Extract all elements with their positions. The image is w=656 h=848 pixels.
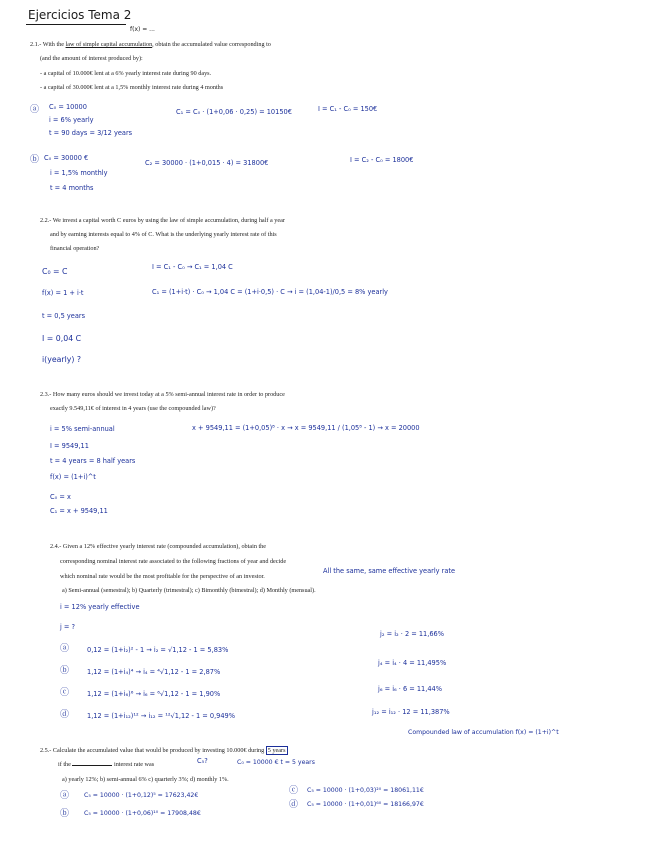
q23-given-4: C₀ = x (50, 493, 71, 501)
q23-given-0: i = 5% semi-annual (50, 425, 115, 433)
q22-given-3: I = 0,04 C (42, 334, 82, 343)
q21-line3: - a capital of 10.000€ lent at a 6% yearly interest rate during 90 days. (40, 70, 212, 77)
q24-line4: a) Semi-annual (semestral); b) Quarterly (trimestral); c) Bimonthly (bimestral); d) Monthly (mensual). (62, 587, 316, 594)
q21-a-given-0: C₀ = 10000 (49, 103, 87, 111)
document-title: Ejercicios Tema 2 (28, 8, 132, 22)
q25-answer-a-marker: ⓐ (60, 791, 70, 801)
q24-line1: 2.4.- Given a 12% effective yearly interest rate (compounded accumulation), obtain the (50, 543, 267, 550)
q24-note: All the same, same effective yearly rate (323, 567, 456, 575)
q24-row-c-marker: ⓒ (60, 688, 70, 698)
q21-b-interest: I = C₂ - C₀ = 1800€ (350, 156, 414, 164)
q25-answer-d: C₅ = 10000 · (1+0,01)⁶⁰ = 18166,97€ (307, 801, 424, 808)
q24-row-d-calc: 1,12 = (1+i₁₂)¹² → i₁₂ = ¹²√1,12 - 1 = 0,949% (87, 712, 236, 720)
q22-given-4: i(yearly) ? (42, 355, 82, 364)
q21-line4: - a capital of 30.000€ lent at a 1,5% monthly interest rate during 4 months (40, 84, 224, 91)
q25-hw-question: C₅? (197, 757, 208, 765)
q25-answer-b: C₅ = 10000 · (1+0,06)¹⁰ = 17908,48€ (84, 810, 201, 817)
q25-answer-c: C₅ = 10000 · (1+0,03)²⁰ = 18061,11€ (307, 787, 424, 794)
q23-given-3: f(x) = (1+i)^t (50, 473, 96, 481)
q24-given-1: j = ? (60, 623, 76, 631)
q22-line3: financial operation? (50, 245, 100, 252)
q23-given-2: t = 4 years = 8 half years (50, 457, 136, 465)
q23-calc: x + 9549,11 = (1+0,05)⁸ · x → x = 9549,11 / (1,05⁸ - 1) → x = 20000 (192, 424, 420, 432)
q21-b-given-2: t = 4 months (50, 184, 94, 192)
q25-hw-given: C₀ = 10000 € t = 5 years (237, 759, 315, 766)
q21-line2: (and the amount of interest produced by): (40, 55, 143, 62)
q22-calc1: I = C₁ - C₀ → C₁ = 1,04 C (152, 263, 233, 271)
q25-answer-d-marker: ⓓ (289, 800, 299, 810)
q22-given-2: t = 0,5 years (42, 312, 86, 320)
q23-line1: 2.3.- How many euros should we invest today at a 5% semi-annual interest rate in order to produce (40, 391, 285, 398)
q24-footer: Compounded law of accumulation f(x) = (1+i)^t (408, 729, 559, 736)
q24-row-d-nominal: j₁₂ = i₁₂ · 12 = 11,387% (372, 708, 450, 716)
q24-row-c-calc: 1,12 = (1+i₆)⁶ → i₆ = ⁶√1,12 - 1 = 1,90% (87, 690, 221, 698)
q24-line2: corresponding nominal interest rate associated to the following fractions of year and decide (60, 558, 287, 565)
q25-answer-a: C₅ = 10000 · (1+0,12)⁵ = 17623,42€ (84, 792, 199, 799)
q24-row-a-calc: 0,12 = (1+i₂)² - 1 → i₂ = √1,12 - 1 = 5,83% (87, 646, 229, 654)
q25-line3: a) yearly 12%; b) semi-annual 6% c) quarterly 3%; d) monthly 1%. (62, 776, 229, 783)
title-underline (26, 24, 126, 25)
q21-line1: 2.1.- With the law of simple capital accumulation, obtain the accumulated value corresponding to (30, 41, 271, 48)
q25-line2: if the interest rate was (58, 761, 155, 768)
q21-a-marker: ⓐ (30, 105, 40, 115)
q25-line1: 2.5.- Calculate the accumulated value that would be produced by investing 10.000€ during 5 years (40, 747, 286, 754)
q24-row-b-calc: 1,12 = (1+i₄)⁴ → i₄ = ⁴√1,12 - 1 = 2,87% (87, 668, 221, 676)
q22-given-1: f(x) = 1 + i·t (42, 289, 84, 297)
q22-line1: 2.2.- We invest a capital worth C euros by using the law of simple accumulation, during half a year (40, 217, 285, 224)
q24-row-b-nominal: j₄ = i₄ · 4 = 11,495% (378, 659, 447, 667)
q22-line2: and by earning interests equal to 4% of C. What is the underlying yearly interest rate of this (50, 231, 277, 238)
q23-given-1: I = 9549,11 (50, 442, 89, 450)
q21-a-interest: I = C₁ - C₀ = 150€ (318, 105, 378, 113)
q21-a-calc: C₁ = C₀ · (1+0,06 · 0,25) = 10150€ (176, 108, 292, 116)
q21-b-calc: C₂ = 30000 · (1+0,015 · 4) = 31800€ (145, 159, 269, 167)
q25-answer-b-marker: ⓑ (60, 809, 70, 819)
q21-a-given-1: i = 6% yearly (49, 116, 94, 124)
q21-b-given-0: C₀ = 30000 € (44, 154, 89, 162)
q24-row-a-nominal: j₂ = i₂ · 2 = 11,66% (380, 630, 445, 638)
q25-boxed-duration: 5 years (267, 747, 286, 754)
q24-row-b-marker: ⓑ (60, 666, 70, 676)
q21-b-marker: ⓑ (30, 155, 40, 165)
q21-b-given-1: i = 1,5% monthly (50, 169, 108, 177)
q24-row-c-nominal: j₆ = i₆ · 6 = 11,44% (378, 685, 443, 693)
q25-blank (72, 765, 112, 766)
q24-row-a-marker: ⓐ (60, 644, 70, 654)
q23-line2: exactly 9.549,11€ of interest in 4 years (use the compounded law)? (50, 405, 216, 412)
q24-row-d-marker: ⓓ (60, 710, 70, 720)
q25-answer-c-marker: ⓒ (289, 786, 299, 796)
document-subtitle: f(x) = ... (130, 26, 155, 33)
q21-a-given-2: t = 90 days = 3/12 years (49, 129, 133, 137)
q22-calc2: C₁ = (1+i·t) · C₀ → 1,04 C = (1+i·0,5) · C → i = (1,04-1)/0,5 = 8% yearly (152, 288, 388, 296)
q22-given-0: C₀ = C (42, 267, 68, 276)
q24-line3: which nominal rate would be the most profitable for the perspective of an investor. (60, 573, 265, 580)
q24-given-0: i = 12% yearly effective (60, 603, 140, 611)
q23-given-5: C₁ = x + 9549,11 (50, 507, 108, 515)
